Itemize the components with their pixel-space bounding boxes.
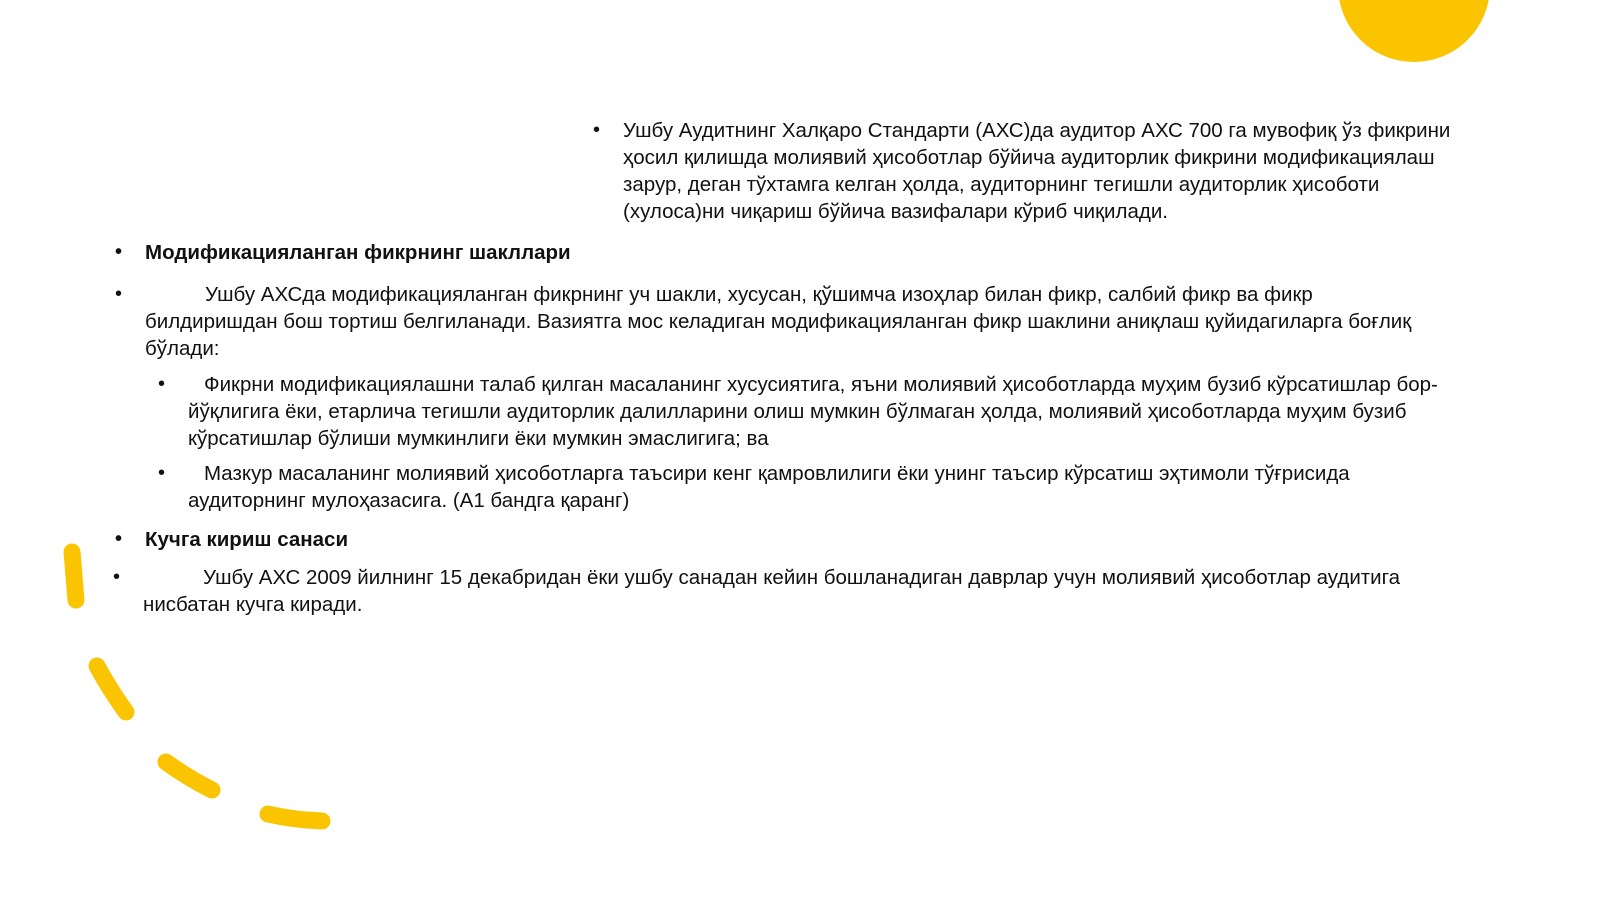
bullet-dot: • xyxy=(115,528,123,550)
bullet-dot: • xyxy=(593,119,601,141)
intro-paragraph xyxy=(593,117,1473,225)
effective-text-wrapper xyxy=(143,564,1443,618)
section-heading-forms xyxy=(115,239,1415,266)
section-heading-effective xyxy=(115,526,1415,553)
sub-item-1-wrapper xyxy=(188,371,1458,452)
heading-forms-text: Модификацияланган фикрнинг шакллари xyxy=(145,241,571,264)
bullet-dot: • xyxy=(113,566,121,588)
forms-paragraph xyxy=(115,281,1445,362)
bullet-dot: • xyxy=(115,283,123,305)
sub-item-2-text: Мазкур масаланинг молиявий ҳисоботларга таъсири кенг қамровлилиги ёки унинг таъсир кўрсатиш эҳтимоли тўғрисида аудиторнинг мулоҳазасига. (А1 бандга қаранг) xyxy=(188,462,1350,512)
sub-item-1-text: Фикрни модификациялашни талаб қилган масаланинг хусусиятига, яъни молиявий ҳисоботларда муҳим бузиб кўрсатишлар бор-йўқлигига ёки, етарлича тегишли аудиторлик далилларини олиш мумкин бўлмаган ҳолда, молиявий ҳисоботларда муҳим бузиб кўрсатишлар бўлиши мумкинлиги ёки мумкин эмаслигига; ва xyxy=(188,373,1438,450)
heading-effective-text: Кучга кириш санаси xyxy=(145,528,349,551)
dash-3 xyxy=(166,762,212,790)
effective-text: Ушбу АХС 2009 йилнинг 15 декабридан ёки ушбу санадан кейин бошланадиган даврлар учун молиявий ҳисоботлар аудитига нисбатан кучга киради. xyxy=(143,566,1401,616)
dash-4 xyxy=(268,814,322,821)
sub-item-2 xyxy=(158,460,1458,514)
bullet-dot: • xyxy=(158,373,166,395)
effective-paragraph xyxy=(113,564,1443,618)
bullet-dot: • xyxy=(115,241,123,263)
yellow-circle-decoration xyxy=(1338,0,1490,62)
sub-item-2-wrapper xyxy=(188,460,1458,514)
dash-2 xyxy=(97,666,126,712)
sub-item-1 xyxy=(158,371,1458,452)
forms-text: Ушбу АХСда модификацияланган фикрнинг уч шакли, хусусан, қўшимча изоҳлар билан фикр, салбий фикр ва фикр билдиришдан бош тортиш белгиланади. Вазиятга мос келадиган модификацияланган фикр шаклини аниқлаш қуйидагиларга боғлиқ бўлади: xyxy=(145,283,1412,360)
forms-text-wrapper xyxy=(145,281,1445,362)
dash-1 xyxy=(72,552,76,600)
bullet-dot: • xyxy=(158,462,166,484)
intro-text: Ушбу Аудитнинг Халқаро Стандарти (АХС)да аудитор АХС 700 га мувофиқ ўз фикрини ҳосил қилишда молиявий ҳисоботлар бўйича аудиторлик фикрини модификациялаш зарур, деган тўхтамга келган ҳолда, аудиторнинг тегишли аудиторлик ҳисоботи (хулоса)ни чиқариш бўйича вазифалари кўриб чиқилади. xyxy=(623,119,1451,223)
